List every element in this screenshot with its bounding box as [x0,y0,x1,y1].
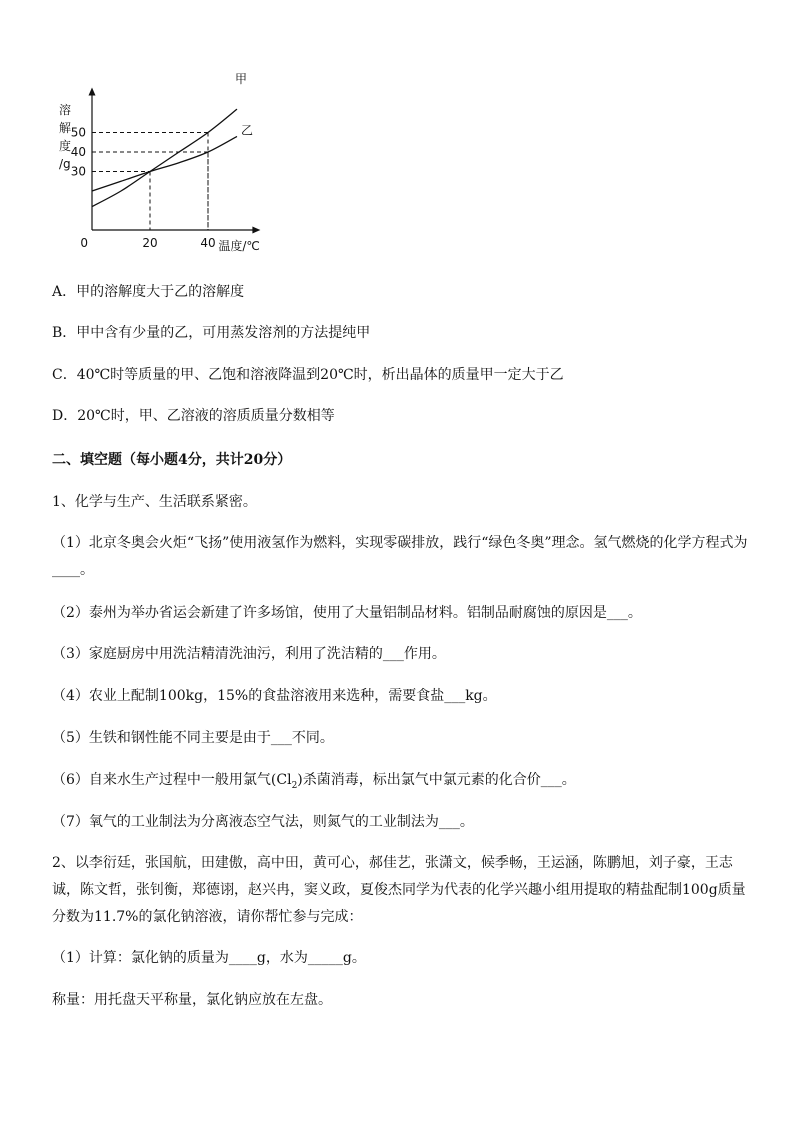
chart-axes [89,88,261,234]
q2-stem: 2、以李衍廷，张国航，田建傲，高中田，黄可心，郝佳艺，张潇文，候季畅，王运涵，陈鹏旭，刘子豪，王志诚，陈文哲，张钊衡，郑德诩，赵兴冉，窦义政，夏俊杰同学为代表的化学兴趣小组用提取的精盐配制100g质量分数为11.7%的氯化钠溶液，请你帮忙参与完成： [52,855,746,925]
solubility-chart [50,72,260,256]
series-line-1 [92,109,237,207]
section-heading: 二、填空题（每小题4分，共计20分） [52,452,292,468]
q2-part-1: （1）计算：氯化钠的质量为____g，水为_____g。 [52,950,366,966]
option-c: C．40℃时等质量的甲、乙饱和溶液降温到20℃时，析出晶体的质量甲一定大于乙 [52,367,564,383]
series-line-2 [92,136,237,191]
chart-curves [92,109,237,207]
option-b: B．甲中含有少量的乙，可用蒸发溶剂的方法提纯甲 [52,325,371,341]
q1-part-7: （7）氧气的工业制法为分离液态空气法，则氮气的工业制法为___。 [52,814,474,830]
q1-part-6-before: （6）自来水生产过程中一般用氯气(Cl [52,772,292,788]
q1-part-2: （2）泰州为举办省运会新建了许多场馆，使用了大量铝制品材料。铝制品耐腐蚀的原因是___。 [52,605,642,621]
q2-weighing: 称量：用托盘天平称量，氯化钠应放在左盘。 [52,992,332,1008]
chart-guides [92,133,208,231]
option-d: D．20℃时，甲、乙溶液的溶质质量分数相等 [52,408,335,424]
q1-part-6-after: )杀菌消毒，标出氯气中氯元素的化合价___。 [297,772,576,788]
x-tick-label: 20 [142,236,158,250]
q1-stem: 1、化学与生产、生活联系紧密。 [52,494,257,510]
y-axis-label-part: 度 [59,139,72,153]
series-label-1: 甲 [235,72,248,87]
x-axis-label: 温度/℃ [218,239,260,253]
y-axis-label-part: /g [59,157,71,171]
y-tick-label: 30 [70,164,86,179]
y-tick-label: 40 [70,145,86,159]
x-axis-arrow [252,227,260,234]
y-axis-label-part: 溶 [59,103,72,117]
option-a: A．甲的溶解度大于乙的溶解度 [52,284,245,300]
q1-part-5: （5）生铁和钢性能不同主要是由于___不同。 [52,730,334,746]
y-tick-label: 50 [70,125,86,140]
y-axis-arrow [89,88,96,96]
chart-labels [59,72,260,253]
x-tick-label: 40 [200,236,216,250]
q1-part-6 [52,770,576,796]
q1-part-6-subscript: 2 [291,780,298,791]
origin-label: 0 [80,236,88,250]
q1-part-1: （1）北京冬奥会火炬“飞扬”使用液氢作为燃料，实现零碳排放，践行“绿色冬奥”理念。氢气燃烧的化学方程式为____。 [52,535,748,578]
q1-part-4: （4）农业上配制100kg，15%的食盐溶液用来选种，需要食盐___kg。 [52,688,497,704]
q1-part-3: （3）家庭厨房中用洗洁精清洗油污，利用了洗洁精的___作用。 [52,646,446,662]
series-label-2: 乙 [241,123,254,138]
y-axis-label-part: 解 [59,121,72,135]
